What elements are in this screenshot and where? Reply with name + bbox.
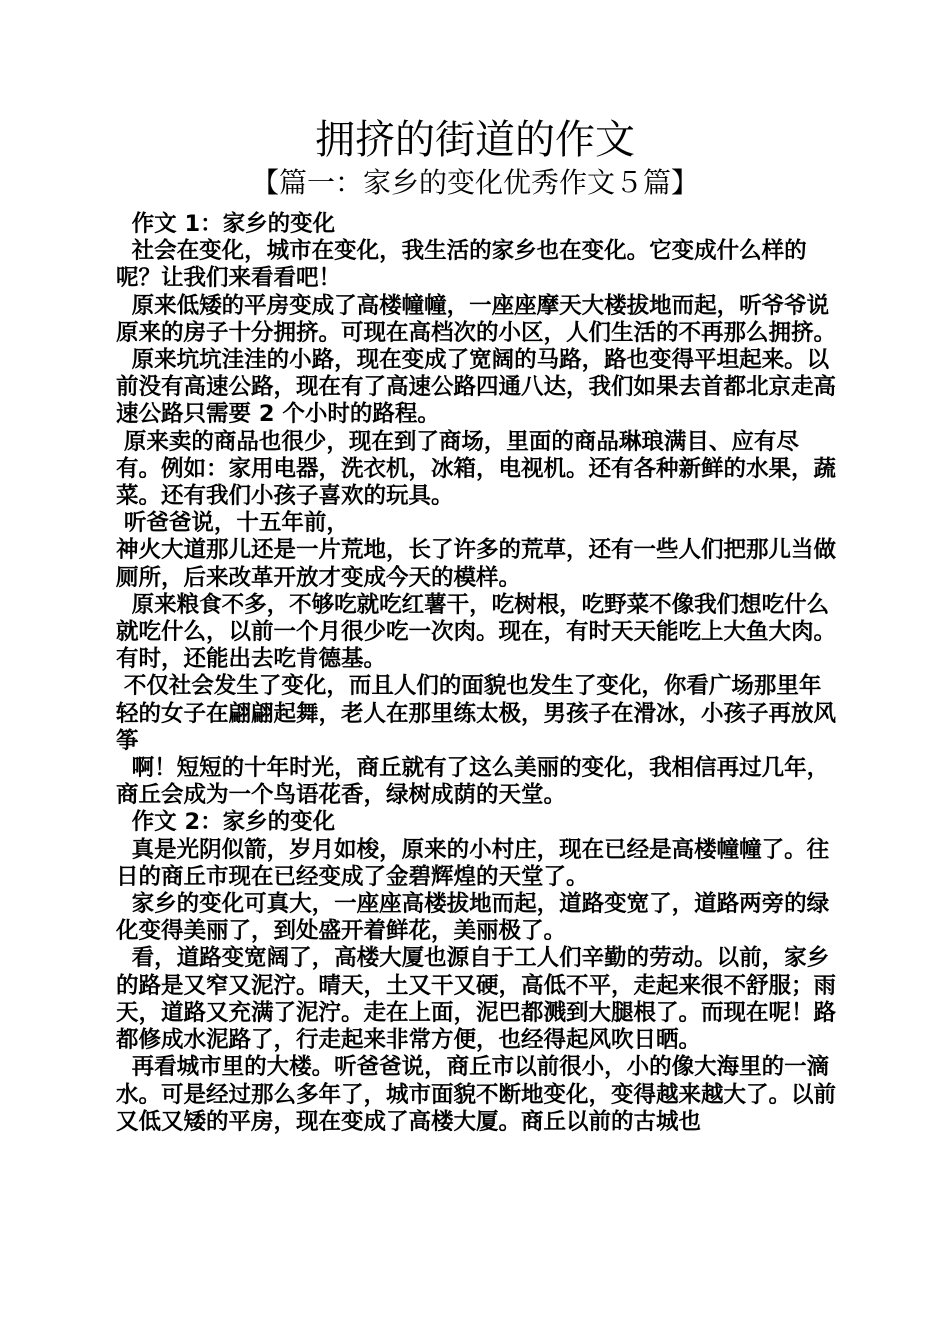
paragraph: 再看城市里的大楼。听爸爸说，商丘市以前很小，小的像大海里的一滴水。可是经过那么多年了，城市面貌不断地变化，变得越来越大了。以前又低又矮的平房，现在变成了高楼大厦。商丘以前的古城也 <box>116 1054 837 1135</box>
paragraph: 原来低矮的平房变成了高楼幢幢，一座座摩天大楼拔地而起，听爷爷说原来的房子十分拥挤。可现在高档次的小区，人们生活的不再那么拥挤。 <box>116 292 837 346</box>
paragraph: 原来坑坑洼洼的小路，现在变成了宽阔的马路，路也变得平坦起来。以前没有高速公路，现在有了高速公路四通八达，我们如果去首都北京走高速公路只需要 2 个小时的路程。 <box>116 347 837 428</box>
paragraph: 啊！短短的十年时光，商丘就有了这么美丽的变化，我相信再过几年，商丘会成为一个鸟语花香，绿树成荫的天堂。 <box>116 755 830 809</box>
paragraph: 社会在变化，城市在变化，我生活的家乡也在变化。它变成什么样的呢？让我们来看看吧！ <box>116 238 807 292</box>
essay-1-heading: 作文 1：家乡的变化 <box>116 211 336 237</box>
document-title: 拥挤的街道的作文 <box>315 117 635 163</box>
paragraph: 原来粮食不多，不够吃就吃红薯干，吃树根，吃野菜不像我们想吃什么就吃什么，以前一个月很少吃一次肉。现在，有时天天能吃上大鱼大肉。有时，还能出去吃肯德基。 <box>116 591 837 673</box>
paragraph: 看，道路变宽阔了，高楼大厦也源自于工人们辛勤的劳动。以前，家乡的路是又窄又泥泞。晴天，土又干又硬，高低不平，走起来很不舒服；雨天，道路又充满了泥泞。走在上面，泥巴都溅到大腿根了。而现在呢！路都修成水泥路了，行走起来非常方便，也经得起风吹日晒。 <box>116 945 837 1054</box>
paragraph: 真是光阴似箭，岁月如梭，原来的小村庄，现在已经是高楼幢幢了。往日的商丘市现在已经变成了金碧辉煌的天堂了。 <box>116 836 830 890</box>
section-heading: 【篇一：家乡的变化优秀作文５篇】 <box>250 166 699 199</box>
paragraph: 家乡的变化可真大，一座座高楼拔地而起，道路变宽了，道路两旁的绿化变得美丽了，到处盛开着鲜花，美丽极了。 <box>116 891 830 945</box>
paragraph: 神火大道那儿还是一片荒地，长了许多的荒草，还有一些人们把那儿当做厕所，后来改革开放才变成今天的模样。 <box>116 537 837 591</box>
essay-2-heading: 作文 2：家乡的变化 <box>116 809 336 836</box>
paragraph: 不仅社会发生了变化，而且人们的面貌也发生了变化，你看广场那里年轻的女子在翩翩起舞，老人在那里练太极，男孩子在滑冰，小孩子再放风筝 <box>116 673 837 754</box>
body-text <box>116 211 838 1136</box>
paragraph: 原来卖的商品也很少，现在到了商场，里面的商品琳琅满目、应有尽有。例如：家用电器，洗衣机，冰箱，电视机。还有各种新鲜的水果，蔬菜。还有我们小孩子喜欢的玩具。 <box>116 428 837 510</box>
paragraph: 听爸爸说，十五年前， <box>116 510 349 537</box>
